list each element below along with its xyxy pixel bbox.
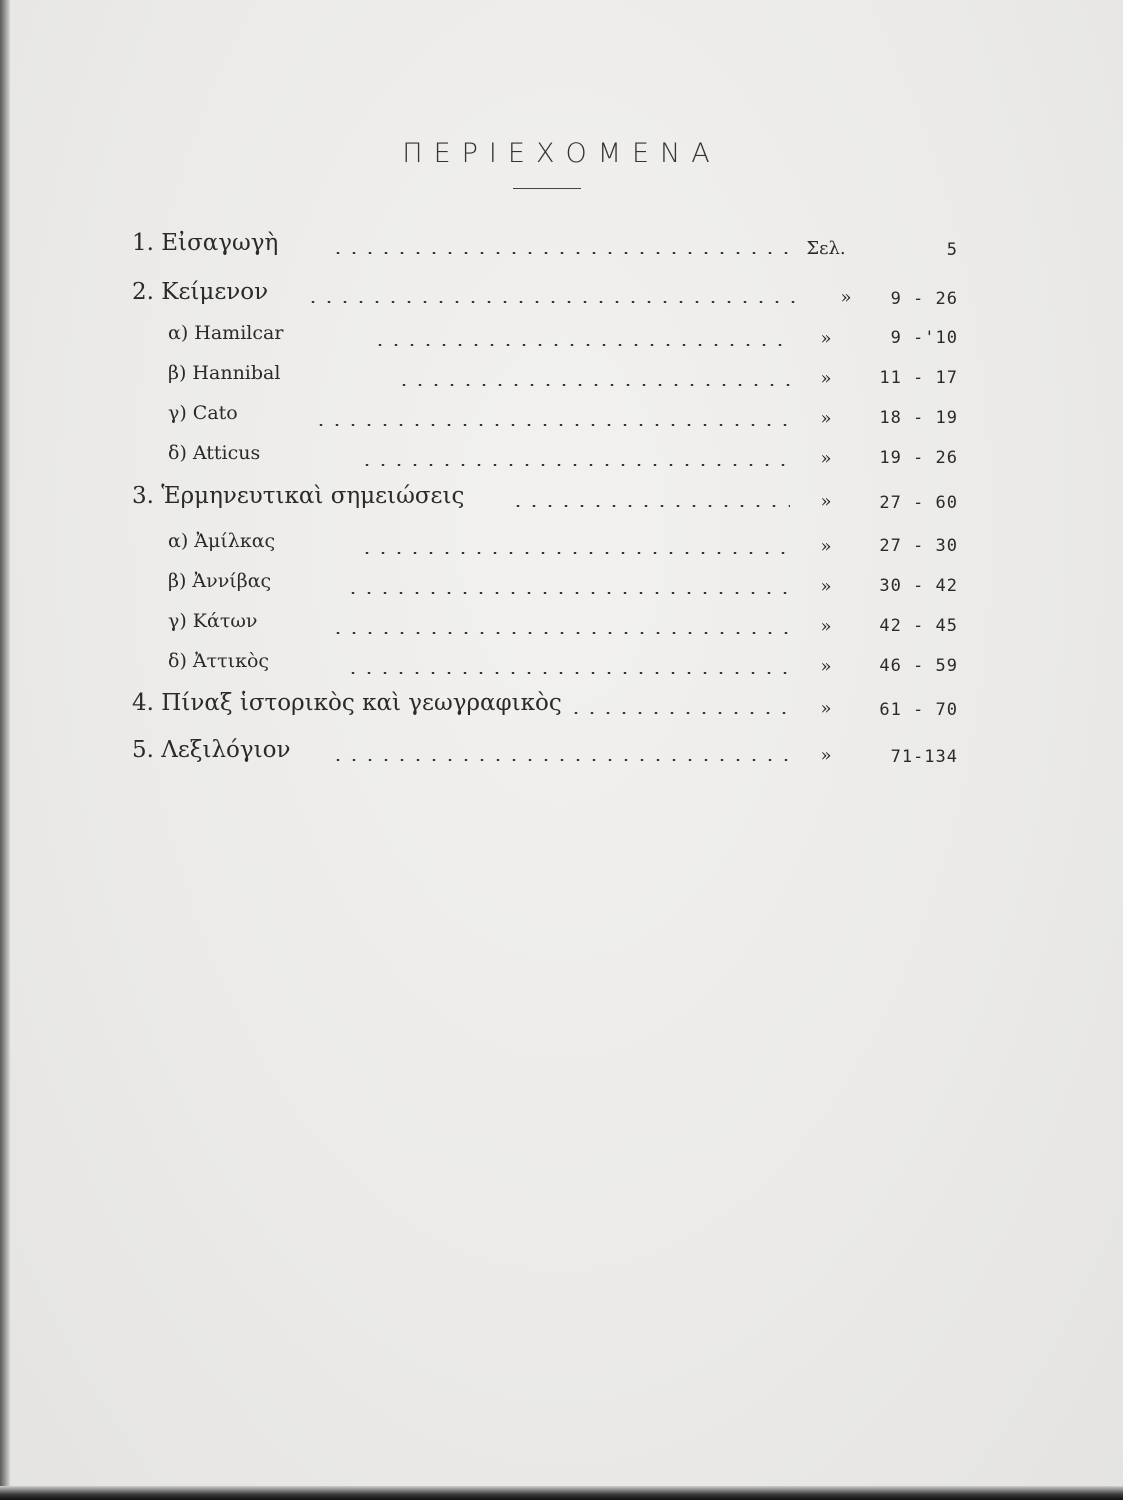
toc-entry-label: δ) Ἀττικὸς [168,650,270,672]
toc-entry-label: 5. Λεξιλόγιον [132,737,291,763]
dot-leader [396,384,790,386]
toc-entry-label: β) Hannibal [168,362,281,384]
toc-entry [0,570,1123,604]
toc-entry-pages: 11 - 17 [879,368,958,388]
dot-leader [359,552,790,554]
toc-entry-pages: 27 - 30 [879,536,958,556]
toc-entry-ref: » [820,616,832,637]
dot-leader [313,424,790,426]
toc-entry-label: 4. Πίναξ ἱστορικὸς καὶ γεωγραφικὸς [132,690,562,716]
toc-entry-pages: 61 - 70 [879,700,958,720]
toc-entry [0,362,1123,396]
toc-entry [0,530,1123,564]
toc-entry-pages: 19 - 26 [879,448,958,468]
dot-leader [345,672,790,674]
toc-entry-ref: » [820,448,832,469]
toc-entry-ref: » [820,698,832,719]
dot-leader [330,632,790,634]
dot-leader [345,592,790,594]
toc-entry-pages: 18 - 19 [879,408,958,428]
toc-entry-ref: » [820,408,832,429]
dot-leader [359,464,790,466]
title-underline [513,188,581,189]
dot-leader [330,759,790,761]
dot-leader [305,301,800,303]
toc-entry [0,402,1123,436]
toc-entry-label: γ) Κάτων [168,610,258,632]
toc-entry [0,610,1123,644]
page-title: ΠΕΡΙΕΧΟΜΕΝΑ [402,138,721,169]
toc-entry-pages: 27 - 60 [879,493,958,513]
toc-entry-label: 3. Ἑρμηνευτικαὶ σημειώσεις [132,483,465,509]
toc-entry-ref: » [820,745,832,766]
toc-entry-ref: » [840,287,852,308]
toc-entry-label: α) Hamilcar [168,322,284,344]
toc-entry [0,442,1123,476]
toc-entry-ref: » [820,536,832,557]
toc-entry-pages: 42 - 45 [879,616,958,636]
toc-entry-label: α) Ἀμίλκας [168,530,276,552]
toc-entry-pages: 30 - 42 [879,576,958,596]
dot-leader [510,505,790,507]
toc-entry-pages: 5 [946,240,958,260]
toc-entry-pages: 9 -'10 [890,328,958,348]
toc-entry [0,690,1123,724]
toc-entry-ref: » [820,491,832,512]
toc-entry-ref: » [820,328,832,349]
toc-entry [0,483,1123,517]
toc-entry-label: β) Ἀννίβας [168,570,272,592]
toc-entry-ref: » [820,576,832,597]
toc-entry-label: δ) Atticus [168,442,261,464]
toc-entry-ref: Σελ. [806,238,846,259]
toc-entry [0,737,1123,771]
toc-entry-pages: 46 - 59 [879,656,958,676]
toc-entry [0,322,1123,356]
dot-leader [330,252,790,254]
toc-entry [0,650,1123,684]
toc-entry-label: 1. Εἰσαγωγὴ [132,230,279,256]
toc-entry-ref: » [820,368,832,389]
toc-entry-label: γ) Cato [168,402,238,424]
toc-entry-label: 2. Κείμενον [132,279,269,305]
toc-entry [0,230,1123,264]
toc-entry-ref: » [820,656,832,677]
dot-leader [568,712,790,714]
toc-entry-pages: 71-134 [890,747,958,767]
toc-entry [0,279,1123,313]
page-bottom-edge [0,1486,1123,1500]
dot-leader [372,344,790,346]
toc-entry-pages: 9 - 26 [890,289,958,309]
